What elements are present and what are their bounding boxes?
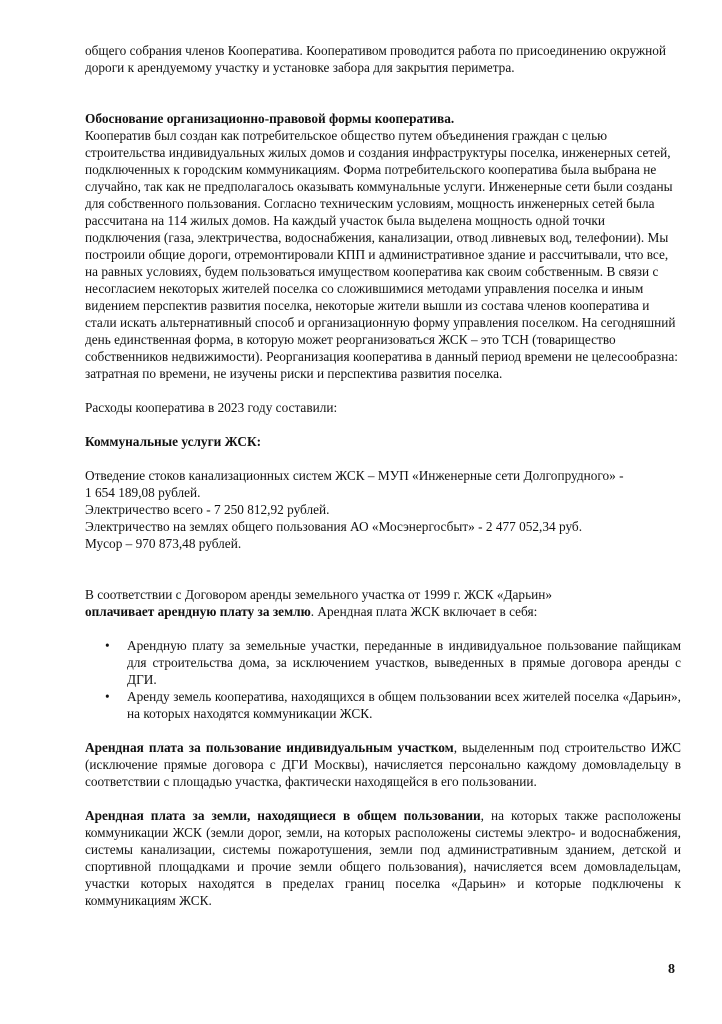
spacer [85,382,681,399]
utility-line-electricity-common: Электричество на землях общего пользования АО «Мосэнергосбыт» - 2 477 052,34 руб. [85,519,583,534]
utilities-list [85,467,681,552]
common-land-paragraph [85,807,681,909]
lease-intro-rest: . Арендная плата ЖСК включает в себя: [310,604,538,619]
individual-plot-paragraph [85,739,681,790]
page-content [85,42,681,909]
lease-intro [85,586,681,620]
expenses-intro: Расходы кооператива в 2023 году составили: [85,400,338,415]
spacer [85,76,681,110]
spacer [85,722,681,739]
individual-plot-text: , выделенным под строительство ИЖС (исключение прямые договора с ДГИ Москвы), начисляется персонально каждому домовладельцу в соответствии с площадью участка, фактически находящейся в его пользовании. [85,740,681,789]
common-land-bold: Арендная плата за земли, находящиеся в общем пользовании [85,808,481,823]
spacer [85,790,681,807]
utilities-heading: Коммунальные услуги ЖСК: [85,434,262,449]
utility-line-garbage: Мусор – 970 873,48 рублей. [85,536,242,551]
page-number: 8 [668,962,675,977]
spacer [85,552,681,586]
spacer [85,620,681,637]
list-item-text: Аренду земель кооператива, находящихся в общем пользовании всех жителей поселка «Дарьин», на которых находятся коммуникации ЖСК. [127,689,681,721]
utility-line-sewage: Отведение стоков канализационных систем ЖСК – МУП «Инженерные сети Долгопрудного» - [85,468,624,483]
lease-bullet-list [85,637,681,722]
spacer [85,450,681,467]
lease-intro-bold: оплачивает арендную плату за землю [85,604,311,619]
utility-line-electricity-total: Электричество всего - 7 250 812,92 рублей. [85,502,330,517]
list-item [85,688,681,722]
list-item [85,637,681,688]
bullet-icon: • [105,689,110,704]
list-item-text: Арендную плату за земельные участки, переданные в индивидуальное пользование пайщикам для строительства дома, за исключением участков, выведенных в прямые договора аренды с ДГИ. [127,638,681,687]
spacer [85,416,681,433]
legal-form-body: Кооператив был создан как потребительское общество путем объединения граждан с целью строительства индивидуальных жилых домов и создания инфраструктуры поселка, инженерных сетей, подключенных к городским коммуникациям. Форма потребительского кооператива была выбрана не случайно, так как не предполагалось оказывать коммунальные услуги. Инженерные сети были созданы для собственного пользования. Согласно техническим условиям, мощность инженерных сетей была рассчитана на 114 жилых домов. На каждый участок была выделена мощность одной точки подключения (газа, электричества, водоснабжения, канализации, отвод ливневых вод, телефонии). Мы построили общие дороги, отремонтировали КПП и административное здание и рассчитывали, что все, на равных условиях, будем пользоваться имуществом кооператива как своим собственным. В связи с несогласием некоторых жителей поселка со сложившимися методами управления поселка и иным видением перспектив развития поселка, некоторые жители вышли из состава членов кооператива и стали искать альтернативный способ и организационную форму управления поселком. На сегодняшний день единственная форма, в которую может реорганизоваться ЖСК – это ТСН (товарищество собственников недвижимости). Реорганизация кооператива в данный период времени не целесообразна: затратная по времени, не изучены риски и перспектива развития поселка. [85,128,678,381]
individual-plot-bold: Арендная плата за пользование индивидуальным участком [85,740,454,755]
bullet-icon: • [105,638,110,653]
common-land-text: , на которых также расположены коммуникации ЖСК (земли дорог, земли, на которых расположены системы электро- и водоснабжения, системы канализации, системы пожаротушения, земли под административным зданием, детской и спортивной площадками и прочие земли общего пользования), начисляется всем домовладельцам, участки которых находятся в пределах границ поселка «Дарьин» и которые подключены к коммуникациям ЖСК. [85,808,681,908]
lease-intro-line1: В соответствии с Договором аренды земельного участка от 1999 г. ЖСК «Дарьин» [85,587,553,602]
legal-form-heading: Обоснование организационно-правовой формы кооператива. [85,111,455,126]
intro-paragraph: общего собрания членов Кооператива. Кооперативом проводится работа по присоединению окружной дороги к арендуемому участку и установке забора для закрытия периметра. [85,43,667,75]
utility-line-sewage-amount: 1 654 189,08 рублей. [85,485,201,500]
